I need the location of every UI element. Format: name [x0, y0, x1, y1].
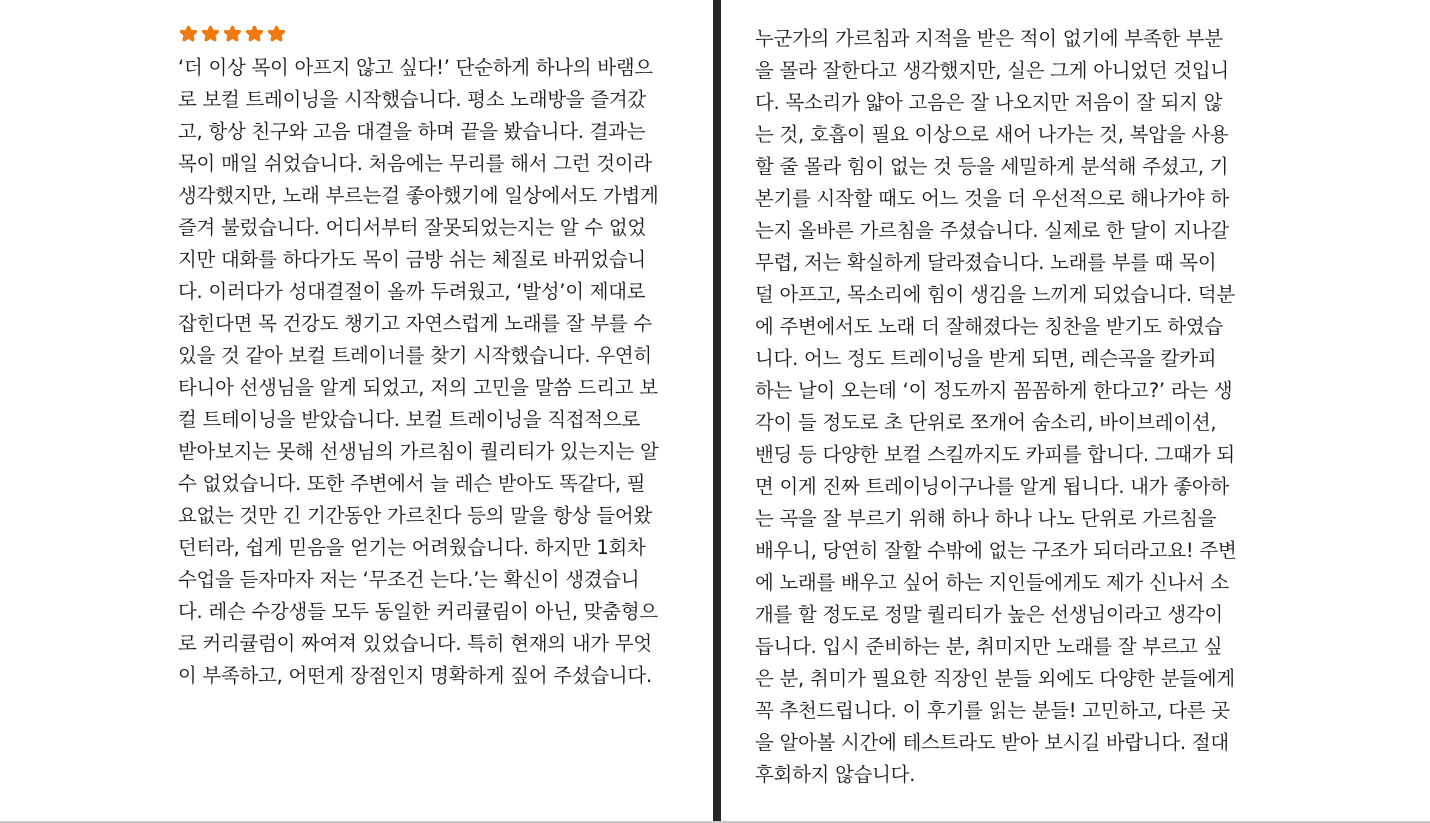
review-line: 는 것, 호흡이 필요 이상으로 새어 나가는 것, 복압을 사용 — [755, 123, 1229, 146]
review-line: 이 부족하고, 어떤게 장점인지 명확하게 짚어 주셨습니다. — [178, 664, 652, 687]
review-line: 다. 목소리가 얇아 고음은 잘 나오지만 저음이 잘 되지 않 — [755, 91, 1223, 114]
review-line: 받아보지는 못해 선생님의 가르침이 퀄리티가 있는지는 알 — [178, 440, 659, 463]
review-line: 밴딩 등 다양한 보컬 스킬까지도 카피를 합니다. 그때가 되 — [755, 443, 1235, 466]
review-line: 수 없었습니다. 또한 주변에서 늘 레슨 받아도 똑같다, 필 — [178, 472, 646, 495]
star-icon — [222, 24, 243, 45]
review-line: 다. 레슨 수강생들 모두 동일한 커리큘림이 아닌, 맞춤형으 — [178, 600, 658, 623]
review-line: 배우니, 당연히 잘할 수밖에 없는 구조가 되더라고요! 주변 — [755, 539, 1237, 562]
star-icon — [266, 24, 287, 45]
review-line: 꼭 추천드립니다. 이 후기를 읽는 분들! 고민하고, 다른 곳 — [755, 699, 1230, 722]
review-line: 하는 날이 오는데 ‘이 정도까지 꼼꼼하게 한다고?’ 라는 생 — [755, 379, 1233, 402]
review-line: 로 커리큘럼이 짜여져 있었습니다. 특히 현재의 내가 무엇 — [178, 632, 652, 655]
review-line: 는지 올바른 가르침을 주셨습니다. 실제로 한 달이 지나갈 — [755, 219, 1229, 242]
review-line: 에 노래를 배우고 싶어 하는 지인들에게도 제가 신나서 소 — [755, 571, 1229, 594]
review-line: 을 알아볼 시간에 테스트라도 받아 보시길 바랍니다. 절대 — [755, 731, 1229, 754]
review-line: 즐겨 불렀습니다. 어디서부터 잘못되었는지는 알 수 없었 — [178, 216, 646, 239]
review-line: 할 줄 몰라 힘이 없는 것 등을 세밀하게 분석해 주셨고, 기 — [755, 155, 1229, 178]
review-line: 는 곡을 잘 부르기 위해 하나 하나 나노 단위로 가르침을 — [755, 507, 1217, 530]
star-icon — [200, 24, 221, 45]
review-line: 개를 할 정도로 정말 퀄리티가 높은 선생님이라고 생각이 — [755, 603, 1223, 626]
review-line: 있을 것 같아 보컬 트레이너를 찾기 시작했습니다. 우연히 — [178, 344, 652, 367]
review-line: 요없는 것만 긴 기간동안 가르친다 등의 말을 항상 들어왔 — [178, 504, 652, 527]
review-line: 던터라, 쉽게 믿음을 얻기는 어려웠습니다. 하지만 1회차 — [178, 536, 646, 559]
rating-stars — [178, 24, 287, 46]
review-line: 생각했지만, 노래 부르는걸 좋아했기에 일상에서도 가볍게 — [178, 184, 659, 207]
star-icon — [178, 24, 199, 45]
review-line: 잡힌다면 목 건강도 챙기고 자연스럽게 노래를 잘 부를 수 — [178, 312, 652, 335]
review-line: 목이 매일 쉬었습니다. 처음에는 무리를 해서 그런 것이라 — [178, 152, 652, 175]
review-line: 본기를 시작할 때도 어느 것을 더 우선적으로 해나가야 하 — [755, 187, 1229, 210]
review-line: 니다. 어느 정도 트레이닝을 받게 되면, 레슨곡을 칼카피 — [755, 347, 1217, 370]
review-line: 고, 항상 친구와 고음 대결을 하며 끝을 봤습니다. 결과는 — [178, 120, 646, 143]
review-line: 을 몰라 잘한다고 생각했지만, 실은 그게 아니었던 것입니 — [755, 59, 1229, 82]
review-line: 무렵, 저는 확실하게 달라졌습니다. 노래를 부를 때 목이 — [755, 251, 1217, 274]
review-line: 듭니다. 입시 준비하는 분, 취미지만 노래를 잘 부르고 싶 — [755, 635, 1223, 658]
review-line: 후회하지 않습니다. — [755, 763, 916, 786]
review-line: 다. 이러다가 성대결절이 올까 두려웠고, ‘발성’이 제대로 — [178, 280, 646, 303]
review-line: ‘더 이상 목이 아프지 않고 싶다!’ 단순하게 하나의 바램으 — [178, 56, 653, 79]
review-line: 각이 들 정도로 초 단위로 쪼개어 숨소리, 바이브레이션, — [755, 411, 1217, 434]
review-line: 에 주변에서도 노래 더 잘해졌다는 칭찬을 받기도 하였습 — [755, 315, 1223, 338]
review-line: 면 이게 진짜 트레이닝이구나를 알게 됩니다. 내가 좋아하 — [755, 475, 1229, 498]
review-line: 컬 트테이닝을 받았습니다. 보컬 트레이닝을 직접적으로 — [178, 408, 641, 431]
review-line: 지만 대화를 하다가도 목이 금방 쉬는 체질로 바뀌었습니 — [178, 248, 646, 271]
star-icon — [244, 24, 265, 45]
review-line: 덜 아프고, 목소리에 힘이 생김을 느끼게 되었습니다. 덕분 — [755, 283, 1235, 306]
review-line: 수업을 듣자마자 저는 ‘무조건 는다.’는 확신이 생겼습니 — [178, 568, 640, 591]
column-divider — [713, 0, 721, 823]
review-line: 누군가의 가르침과 지적을 받은 적이 없기에 부족한 부분 — [755, 27, 1223, 50]
review-line: 타니아 선생님을 알게 되었고, 저의 고민을 말씀 드리고 보 — [178, 376, 658, 399]
review-line: 은 분, 취미가 필요한 직장인 분들 외에도 다양한 분들에게 — [755, 667, 1235, 690]
review-line: 로 보컬 트레이닝을 시작했습니다. 평소 노래방을 즐겨갔 — [178, 88, 646, 111]
